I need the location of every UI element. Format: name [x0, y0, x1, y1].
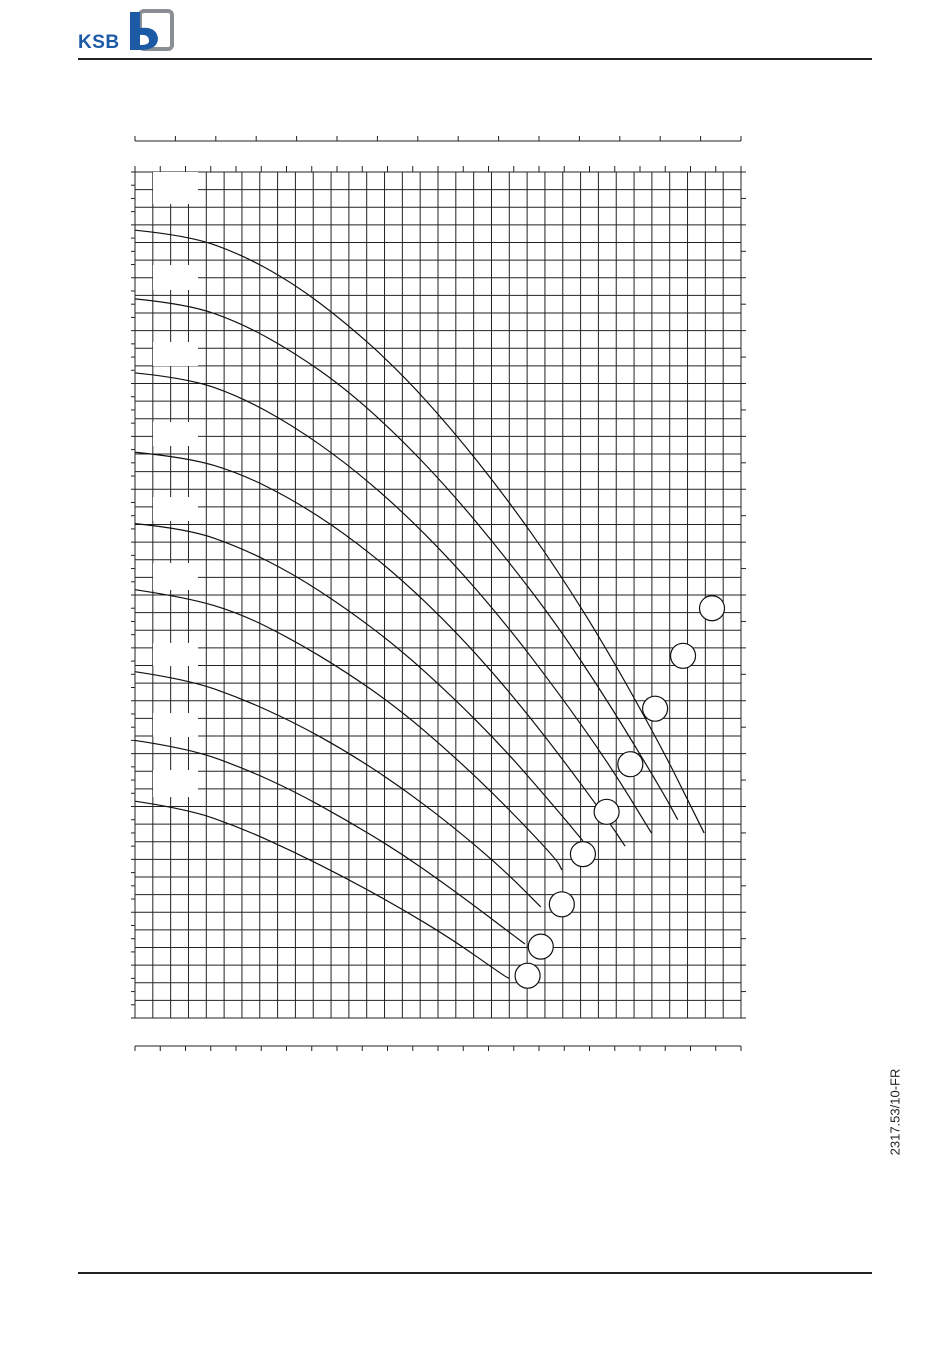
label-box [153, 265, 198, 290]
label-box [153, 342, 198, 366]
curve-line [135, 452, 625, 846]
curve-end-marker [528, 934, 553, 959]
label-box [153, 172, 198, 204]
curve-end-marker [671, 643, 696, 668]
curve-end-marker [570, 842, 595, 867]
label-box [153, 422, 198, 446]
curve-end-marker [643, 696, 668, 721]
label-box [153, 643, 198, 666]
curve-line [135, 373, 651, 833]
label-box [153, 713, 198, 737]
curve-end-marker [549, 892, 574, 917]
document-code: 2317.53/10-FR [887, 1068, 903, 1156]
label-box [153, 770, 198, 797]
curve-end-marker [700, 596, 725, 621]
label-box [153, 497, 198, 521]
brand-name: KSB [78, 32, 120, 53]
footer-divider [78, 1272, 872, 1274]
label-box [153, 563, 198, 590]
curve-end-marker [515, 963, 540, 988]
curve-line [135, 230, 704, 833]
curve-end-marker [594, 799, 619, 824]
curve-end-marker [618, 752, 643, 777]
